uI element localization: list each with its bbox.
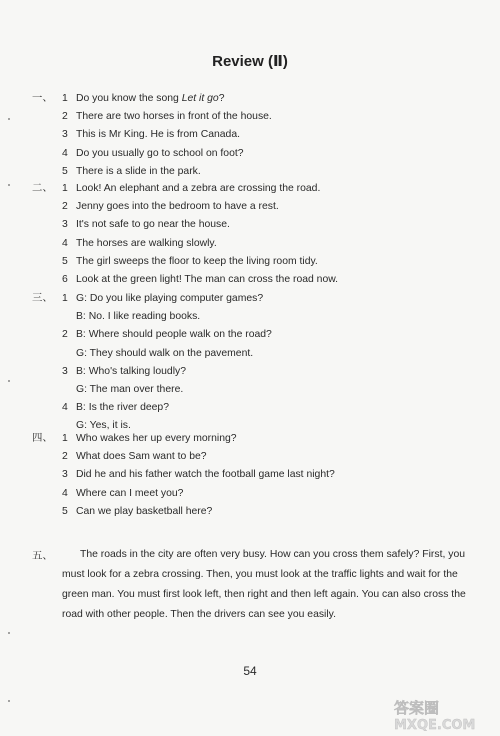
scan-speck — [8, 184, 10, 186]
item-text: Can we play basketball here? — [76, 505, 213, 517]
scan-speck — [8, 380, 10, 382]
item-punctuation: ? — [218, 93, 225, 104]
section-5-label: 五、 — [32, 551, 53, 562]
item-text: What does Sam want to be? — [76, 451, 207, 463]
watermark-logo — [390, 696, 494, 732]
answer-line — [76, 310, 200, 323]
answer-line — [76, 347, 253, 360]
watermark-bottom-text: MXQE.COM — [394, 718, 476, 732]
item-number: 2 — [62, 201, 68, 213]
item-number: 5 — [62, 165, 68, 177]
item-text: B: Who's talking loudly? — [76, 365, 186, 377]
item-text: This is Mr King. He is from Canada. — [76, 129, 240, 141]
item-text: Where can I meet you? — [76, 487, 184, 499]
section-5-paragraph: The roads in the city are often very busy. How can you cross them safely? First, you must look for a zebra crossing. Then, you must look at the traffic lights and wait for the green man. You must first look left, then right and then left again. You can also cross the road with other people. Then the drivers can see you easily. — [62, 549, 466, 620]
answer-line — [62, 128, 240, 141]
item-number: 5 — [62, 505, 68, 517]
item-text: There are two horses in front of the house. — [76, 111, 272, 123]
answer-line — [62, 328, 272, 341]
answer-line — [62, 450, 207, 463]
item-text: There is a slide in the park. — [76, 165, 201, 177]
answer-line — [62, 200, 279, 213]
item-text: The girl sweeps the floor to keep the living room tidy. — [76, 255, 318, 267]
page-title: Review (Ⅱ) — [212, 53, 288, 70]
section-label: 四、 — [32, 433, 53, 444]
item-number: 4 — [62, 402, 68, 414]
answer-line — [62, 365, 186, 378]
item-number: 4 — [62, 237, 68, 249]
section-label: 三、 — [32, 293, 53, 304]
answer-line — [62, 432, 237, 445]
answer-line — [62, 147, 244, 160]
item-text: G: The man over there. — [76, 384, 184, 395]
item-number: 1 — [62, 93, 68, 104]
item-number: 5 — [62, 255, 68, 267]
item-text: G: Do you like playing computer games? — [76, 293, 264, 304]
item-number: 1 — [62, 183, 68, 194]
item-text: Do you know the song — [76, 93, 182, 104]
answer-line — [62, 505, 212, 518]
section-label: 二、 — [32, 183, 53, 194]
item-number: 3 — [62, 365, 68, 377]
answer-line — [62, 401, 169, 414]
item-number: 2 — [62, 451, 68, 463]
answer-line — [62, 165, 201, 178]
item-number: 4 — [62, 147, 68, 159]
scan-speck — [8, 118, 10, 120]
item-number: 3 — [62, 469, 68, 481]
answer-line — [76, 419, 131, 432]
item-text: Did he and his father watch the football game last night? — [76, 469, 335, 481]
scan-speck — [8, 632, 10, 634]
answer-line — [62, 487, 183, 500]
answer-line — [62, 255, 318, 268]
section-label: 一、 — [32, 93, 53, 104]
item-number: 2 — [62, 111, 68, 123]
item-text: Who wakes her up every morning? — [76, 433, 237, 444]
item-number: 2 — [62, 329, 68, 341]
item-text: It's not safe to go near the house. — [76, 219, 230, 231]
item-text: B: Where should people walk on the road? — [76, 329, 272, 341]
item-text: B: No. I like reading books. — [76, 311, 201, 323]
item-number: 6 — [62, 274, 68, 285]
answer-line — [62, 273, 338, 286]
item-text: G: They should walk on the pavement. — [76, 347, 254, 359]
item-number: 3 — [62, 219, 68, 231]
item-number: 4 — [62, 487, 68, 499]
item-text: Look at the green light! The man can cross the road now. — [76, 274, 339, 285]
answer-line — [62, 182, 320, 195]
answer-line — [62, 292, 263, 305]
song-title: Let it go — [181, 93, 219, 104]
scan-speck — [8, 700, 10, 702]
answer-line — [76, 383, 183, 396]
item-text: The horses are walking slowly. — [76, 237, 217, 249]
watermark-top-text: 答案圈 — [394, 699, 440, 717]
item-text: Jenny goes into the bedroom to have a rest. — [76, 201, 279, 213]
item-text: G: Yes, it is. — [76, 420, 131, 432]
answer-line — [62, 92, 224, 105]
answer-line — [62, 110, 272, 123]
item-number: 1 — [62, 433, 68, 444]
answer-line — [62, 468, 335, 481]
item-text: Look! An elephant and a zebra are crossing the road. — [76, 183, 321, 194]
answer-line — [62, 218, 230, 231]
answer-line — [62, 237, 217, 250]
item-text: Do you usually go to school on foot? — [76, 147, 244, 159]
item-text: B: Is the river deep? — [76, 402, 169, 414]
item-number: 1 — [62, 293, 68, 304]
item-number: 3 — [62, 129, 68, 141]
page-number: 54 — [243, 664, 257, 678]
